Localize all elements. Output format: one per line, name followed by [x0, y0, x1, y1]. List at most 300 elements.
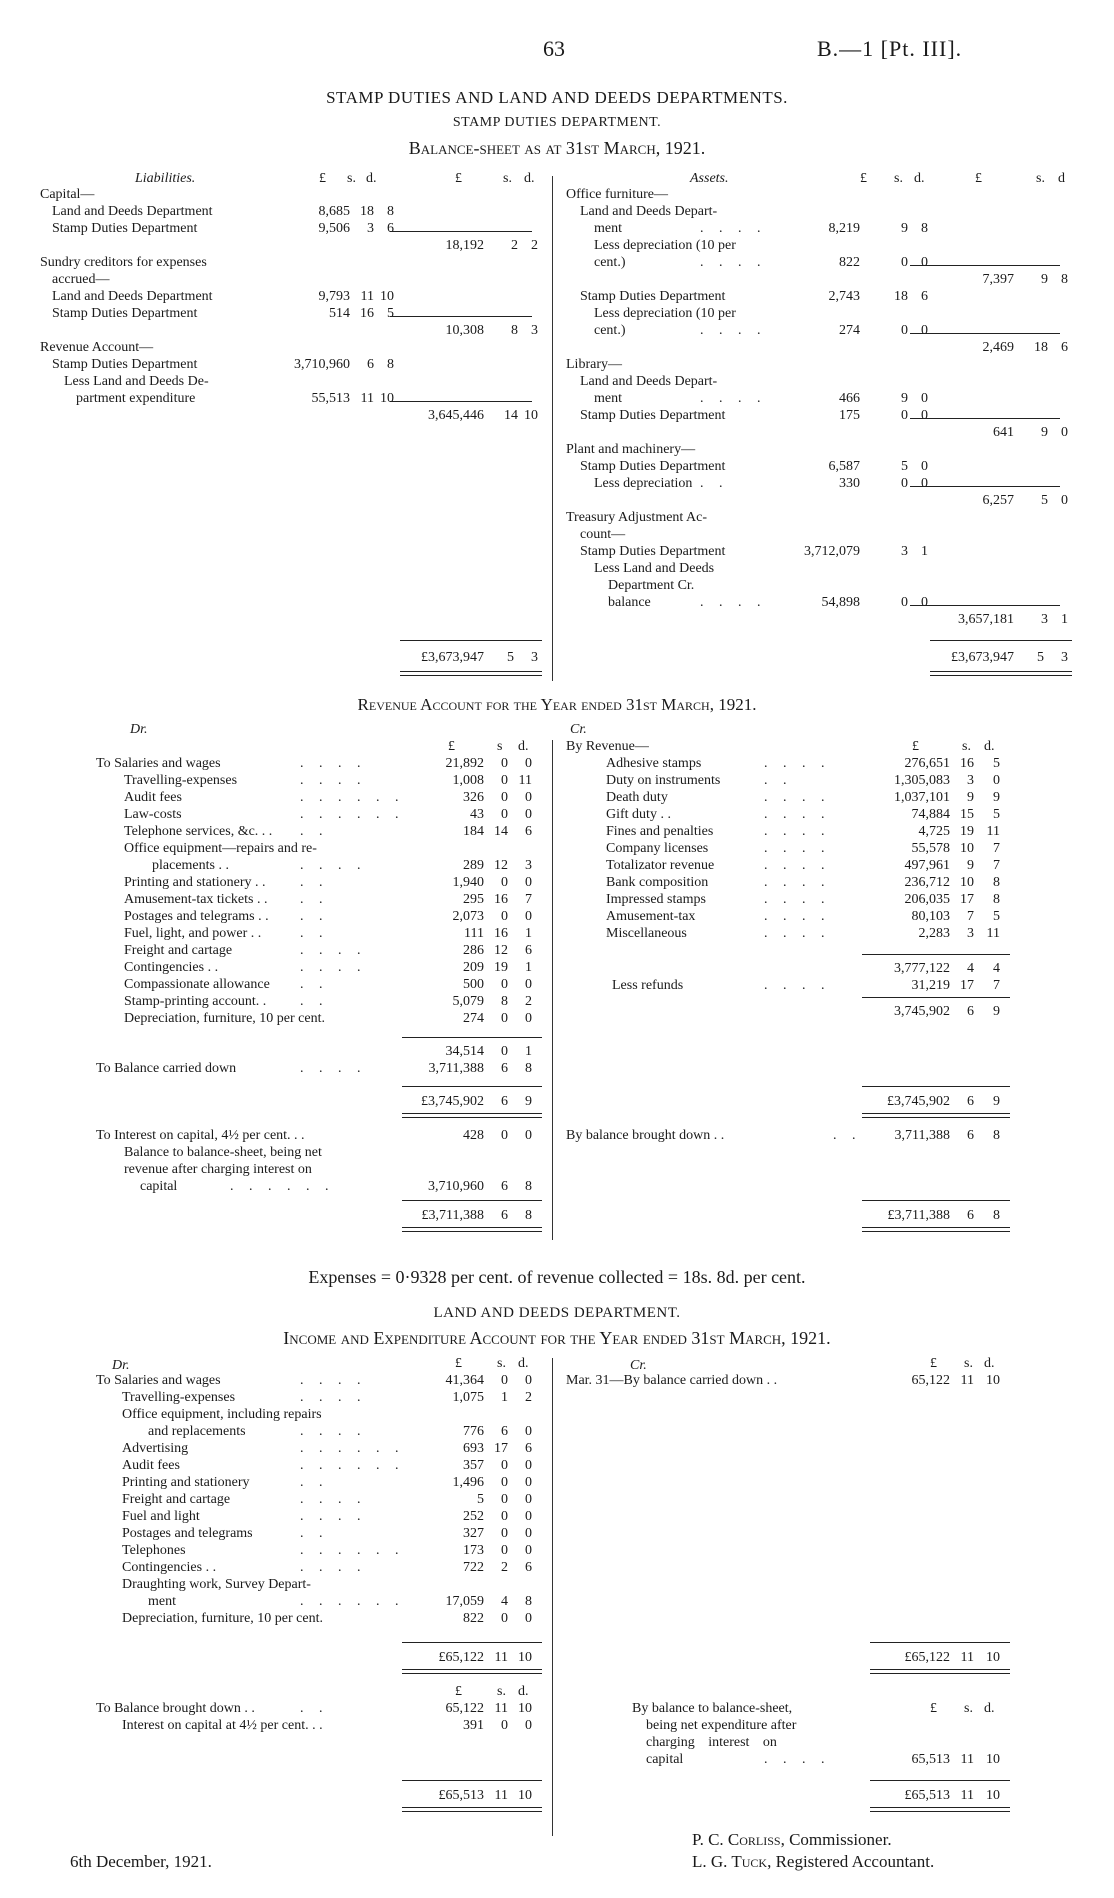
amount-pounds: 3,710,960 — [294, 357, 350, 372]
amount-shillings: 11 — [494, 1701, 508, 1716]
amount-pounds: 274 — [839, 323, 860, 338]
col-head-pound: £ — [975, 171, 982, 186]
amount-pence: 1 — [1061, 612, 1068, 627]
less-refunds-label: Less refunds — [612, 978, 684, 993]
balance-to-bs-line: revenue after charging interest on — [124, 1162, 312, 1177]
amount-pounds: 500 — [463, 977, 484, 992]
row-label: Travelling-expenses — [122, 1390, 236, 1405]
row-label: partment expenditure — [76, 391, 196, 406]
leader-dots: . . . . — [764, 978, 831, 993]
row-label: Capital— — [40, 187, 95, 202]
amount-pounds: 295 — [463, 892, 484, 907]
row-label: Duty on instruments — [606, 773, 721, 788]
total-double-rule — [862, 1113, 1010, 1118]
col-head-s: s. — [964, 1701, 973, 1716]
amount-pence: 0 — [1061, 425, 1068, 440]
amount-shillings: 0 — [501, 807, 508, 822]
amount-pence: 6 — [525, 824, 532, 839]
col-head-pound: £ — [930, 1701, 937, 1716]
main-title: STAMP DUTIES AND LAND AND DEEDS DEPARTMENTS. — [326, 88, 788, 107]
row-label: Depreciation, furniture, 10 per cent. — [122, 1611, 323, 1626]
interest-value: 428 — [463, 1128, 484, 1143]
leader-dots: . . — [300, 909, 329, 924]
leader-dots: . . . . . . — [300, 1441, 405, 1456]
amount-pence: 11 — [986, 926, 1000, 941]
amount-shillings: 0 — [501, 1011, 508, 1026]
row-label: ment — [594, 391, 622, 406]
amount-pounds: 6,257 — [982, 493, 1014, 508]
amount-shillings: 19 — [960, 824, 974, 839]
total-rule — [402, 1200, 542, 1201]
amount-pounds: 173 — [463, 1543, 484, 1558]
leader-dots: . . — [764, 773, 793, 788]
amount-pounds: 641 — [993, 425, 1014, 440]
amount-pence: 8 — [387, 357, 394, 372]
amount-pounds: 2,743 — [828, 289, 860, 304]
amount-pence: 0 — [525, 1543, 532, 1558]
col-head-s: s. — [497, 1684, 506, 1699]
credit-subtotal-d: 4 — [993, 961, 1000, 976]
leader-dots: . . . . — [300, 960, 367, 975]
amount-shillings: 9 — [1041, 272, 1048, 287]
amount-pounds: 466 — [839, 391, 860, 406]
debit-subtotal: 34,514 — [445, 1044, 484, 1059]
total-double-rule — [402, 1113, 542, 1118]
total-rule — [402, 1780, 542, 1781]
row-label: Stamp-printing account. . — [124, 994, 267, 1009]
amount-shillings: 18 — [1034, 340, 1048, 355]
leader-dots: . . — [300, 824, 329, 839]
assets-heading: Assets. — [690, 171, 729, 186]
amount-pounds: 5 — [477, 1492, 484, 1507]
liabilities-total-d: 3 — [531, 650, 538, 665]
debit-subtotal-s: 0 — [501, 1044, 508, 1059]
col-head-pound: £ — [455, 1356, 462, 1371]
ld-lower-credit-total: £65,513 — [904, 1788, 950, 1803]
total-rule — [402, 1642, 542, 1643]
ld-lower-credit-total-d: 10 — [986, 1788, 1000, 1803]
row-label: Stamp Duties Department — [52, 221, 198, 236]
row-label: Impressed stamps — [606, 892, 706, 907]
amount-pounds: 209 — [463, 960, 484, 975]
amount-pounds: 55,578 — [911, 841, 950, 856]
row-label: Freight and cartage — [122, 1492, 231, 1507]
balance-to-bs: 65,513 — [911, 1752, 950, 1767]
sub-title: STAMP DUTIES DEPARTMENT. — [452, 115, 662, 130]
ld-debit-total: £65,122 — [438, 1650, 484, 1665]
total-rule — [862, 1200, 1010, 1201]
total-rule — [400, 640, 542, 641]
row-label: Stamp Duties Department — [580, 289, 726, 304]
lower-debit-total: £3,711,388 — [421, 1208, 484, 1223]
col-head-s: s. — [962, 739, 971, 754]
interest-label: To Interest on capital, 4½ per cent. . . — [96, 1128, 305, 1143]
amount-pence: 0 — [921, 595, 928, 610]
amount-pence: 6 — [1061, 340, 1068, 355]
amount-shillings: 6 — [367, 357, 374, 372]
lower-credit-total-s: 6 — [967, 1208, 974, 1223]
signature-accountant — [692, 1852, 934, 1872]
leader-dots: . . . . . . — [300, 1543, 405, 1558]
amount-pence: 0 — [525, 807, 532, 822]
col-head-d: d. — [524, 171, 535, 186]
row-label: Contingencies . . — [122, 1560, 217, 1575]
row-label: Postages and telegrams — [122, 1526, 253, 1541]
amount-pounds: 236,712 — [904, 875, 950, 890]
amount-pounds: 74,884 — [911, 807, 950, 822]
leader-dots: . . . . — [764, 824, 831, 839]
row-label: Miscellaneous — [606, 926, 687, 941]
credit-total-s: 6 — [967, 1094, 974, 1109]
amount-pence: 0 — [525, 1373, 532, 1388]
leader-dots: . . . . — [764, 790, 831, 805]
amount-pence: 0 — [993, 773, 1000, 788]
liabilities-total: £3,673,947 — [421, 650, 484, 665]
subtotal-rule — [910, 265, 1060, 266]
amount-pence: 5 — [993, 909, 1000, 924]
amount-pence: 3 — [531, 323, 538, 338]
row-label: Department Cr. — [608, 578, 695, 593]
amount-shillings: 0 — [501, 1509, 508, 1524]
ld-lower-debit-total-d: 10 — [518, 1788, 532, 1803]
amount-pounds: 1,008 — [452, 773, 484, 788]
leader-dots: . . . . — [764, 892, 831, 907]
balance-carried-down-s: 6 — [501, 1061, 508, 1076]
amount-shillings: 0 — [901, 255, 908, 270]
balance-brought-down: 3,711,388 — [894, 1128, 950, 1143]
ld-credit-total-s: 11 — [960, 1650, 974, 1665]
amount-pence: 1 — [525, 926, 532, 941]
total-rule — [402, 1086, 542, 1087]
amount-pounds: 391 — [463, 1718, 484, 1733]
amount-pounds: 65,122 — [445, 1701, 484, 1716]
dr-label: Dr. — [130, 722, 148, 737]
leader-dots: . . . . — [300, 858, 367, 873]
row-label: To Balance brought down . . — [96, 1701, 255, 1716]
col-head-pound: £ — [912, 739, 919, 754]
col-head-d: d. — [518, 1356, 529, 1371]
amount-pounds: 41,364 — [445, 1373, 484, 1388]
amount-pence: 11 — [518, 773, 532, 788]
credit-total: £3,745,902 — [887, 1094, 950, 1109]
col-head-s: s. — [894, 171, 903, 186]
balance-sheet-title: Balance-sheet as at 31st March, 1921. — [408, 138, 706, 158]
amount-pence: 10 — [518, 1701, 532, 1716]
col-head-pound: £ — [448, 739, 455, 754]
amount-shillings: 14 — [494, 824, 508, 839]
amount-shillings: 3 — [967, 773, 974, 788]
leader-dots: . . . . — [300, 1492, 367, 1507]
amount-shillings: 0 — [501, 756, 508, 771]
leader-dots: . . . . . . — [300, 807, 405, 822]
ld-lower-debit-total-s: 11 — [494, 1788, 508, 1803]
amount-shillings: 19 — [494, 960, 508, 975]
total-double-rule — [402, 1669, 542, 1674]
amount-pence: 0 — [525, 977, 532, 992]
lower-credit-total-d: 8 — [993, 1208, 1000, 1223]
interest-value-d: 0 — [525, 1128, 532, 1143]
ld-debit-total-d: 10 — [518, 1650, 532, 1665]
subtotal-rule — [910, 333, 1060, 334]
amount-pounds: 1,305,083 — [894, 773, 950, 788]
amount-pounds: 10,308 — [445, 323, 484, 338]
row-label: Bank composition — [606, 875, 709, 890]
amount-pence: 6 — [921, 289, 928, 304]
amount-pence: 0 — [525, 790, 532, 805]
total-rule — [870, 1780, 1010, 1781]
leader-dots: . . . . — [700, 255, 767, 270]
amount-shillings: 0 — [501, 790, 508, 805]
amount-pence: 6 — [525, 943, 532, 958]
balance-carried-down-label: To Balance carried down — [96, 1061, 237, 1076]
amount-pence: 7 — [525, 892, 532, 907]
amount-shillings: 9 — [901, 221, 908, 236]
balance-carried-down-d: 8 — [525, 1061, 532, 1076]
amount-pounds: 5,079 — [452, 994, 484, 1009]
row-label: Stamp Duties Department — [580, 408, 726, 423]
amount-pounds: 822 — [839, 255, 860, 270]
amount-pence: 10 — [380, 289, 394, 304]
amount-pence: 8 — [525, 1594, 532, 1609]
leader-dots: . . — [300, 926, 329, 941]
amount-shillings: 0 — [901, 323, 908, 338]
leader-dots: . . . . — [300, 1061, 367, 1076]
amount-pounds: 693 — [463, 1441, 484, 1456]
amount-pence: 0 — [525, 1509, 532, 1524]
col-head-d: d. — [518, 739, 529, 754]
amount-pounds: 776 — [463, 1424, 484, 1439]
row-label: placements . . — [152, 858, 229, 873]
leader-dots: . . — [700, 476, 729, 491]
document-date: 6th December, 1921. — [70, 1852, 212, 1871]
subtotal-rule — [390, 401, 532, 402]
row-label: Totalizator revenue — [606, 858, 715, 873]
row-label: Office equipment—repairs and re- — [124, 841, 317, 856]
amount-shillings: 0 — [501, 1373, 508, 1388]
row-label: Library— — [566, 357, 622, 372]
leader-dots: . . . . — [300, 1560, 367, 1575]
amount-pence: 8 — [921, 221, 928, 236]
amount-pence: 2 — [525, 1390, 532, 1405]
credit-subtotal: 3,777,122 — [894, 961, 950, 976]
amount-shillings: 18 — [894, 289, 908, 304]
balance-brought-down-label: By balance brought down . . — [566, 1128, 725, 1143]
amount-shillings: 0 — [501, 1475, 508, 1490]
amount-pounds: 3,712,079 — [804, 544, 860, 559]
debit-total-s: 6 — [501, 1094, 508, 1109]
total-double-rule — [400, 671, 542, 676]
leader-dots: . . — [833, 1128, 862, 1143]
amount-shillings: 0 — [501, 773, 508, 788]
amount-pounds: 2,073 — [452, 909, 484, 924]
row-label: Company licenses — [606, 841, 709, 856]
amount-pence: 0 — [921, 391, 928, 406]
amount-pence: 2 — [531, 238, 538, 253]
row-label: Land and Deeds Department — [52, 204, 213, 219]
row-label: Contingencies . . — [124, 960, 219, 975]
total-rule — [930, 640, 1072, 641]
subtotal-rule — [402, 1037, 542, 1038]
amount-pounds: 55,513 — [311, 391, 350, 406]
amount-shillings: 0 — [901, 595, 908, 610]
row-label: Less Land and Deeds — [594, 561, 715, 576]
leader-dots: . . — [300, 1475, 329, 1490]
amount-shillings: 16 — [960, 756, 974, 771]
debit-total-d: 9 — [525, 1094, 532, 1109]
balance-carried-down-label: Mar. 31—By balance carried down . . — [566, 1373, 778, 1388]
amount-pence: 0 — [525, 909, 532, 924]
amount-pence: 0 — [525, 756, 532, 771]
row-label: Advertising — [122, 1441, 189, 1456]
debit-total: £3,745,902 — [421, 1094, 484, 1109]
total-double-rule — [930, 671, 1072, 676]
row-label: Fuel and light — [122, 1509, 200, 1524]
amount-pence: 0 — [525, 1526, 532, 1541]
amount-shillings: 5 — [901, 459, 908, 474]
leader-dots: . . . . — [764, 926, 831, 941]
amount-pounds: 1,037,101 — [894, 790, 950, 805]
amount-shillings: 16 — [494, 926, 508, 941]
leader-dots: . . . . . . — [300, 1594, 405, 1609]
amount-pence: 0 — [921, 255, 928, 270]
amount-shillings: 0 — [901, 476, 908, 491]
amount-shillings: 12 — [494, 858, 508, 873]
balance-sheet-divider — [552, 176, 553, 681]
col-head-s: s. — [964, 1356, 973, 1371]
amount-pounds: 2,469 — [982, 340, 1014, 355]
amount-pounds: 8,685 — [318, 204, 350, 219]
leader-dots: . . . . — [300, 943, 367, 958]
row-label: Audit fees — [124, 790, 182, 805]
amount-pence: 11 — [986, 824, 1000, 839]
col-head-s: s. — [1036, 171, 1045, 186]
amount-pounds: 326 — [463, 790, 484, 805]
row-label: Office equipment, including repairs — [122, 1407, 322, 1422]
row-label: Stamp Duties Department — [52, 306, 198, 321]
leader-dots: . . . . — [764, 807, 831, 822]
amount-pence: 5 — [387, 306, 394, 321]
row-label: Depreciation, furniture, 10 per cent. — [124, 1011, 325, 1026]
col-head-d: d. — [984, 1356, 995, 1371]
leader-dots: . . . . — [300, 1373, 367, 1388]
amount-shillings: 3 — [901, 544, 908, 559]
row-label: Land and Deeds Depart- — [580, 374, 718, 389]
balance-brought-down-d: 8 — [993, 1128, 1000, 1143]
amount-shillings: 9 — [967, 858, 974, 873]
amount-pounds: 6,587 — [828, 459, 860, 474]
subtotal-rule — [390, 316, 532, 317]
signatory-name: L. G. Tuck — [692, 1852, 768, 1871]
amount-pounds: 4,725 — [918, 824, 950, 839]
amount-pounds: 357 — [463, 1458, 484, 1473]
amount-pence: 0 — [921, 476, 928, 491]
balance-to-bs-line: Balance to balance-sheet, being net — [124, 1145, 322, 1160]
amount-pounds: 184 — [463, 824, 484, 839]
row-label: Law-costs — [124, 807, 182, 822]
cr-label: Cr. — [630, 1358, 647, 1373]
amount-pence: 1 — [921, 544, 928, 559]
amount-pounds: 175 — [839, 408, 860, 423]
credit-subtotal-s: 4 — [967, 961, 974, 976]
total-double-rule — [870, 1669, 1010, 1674]
assets-total: £3,673,947 — [951, 650, 1014, 665]
subtotal-rule — [862, 997, 1010, 998]
amount-pounds: 9,506 — [318, 221, 350, 236]
amount-pence: 3 — [525, 858, 532, 873]
amount-pence: 0 — [1061, 493, 1068, 508]
amount-shillings: 10 — [960, 841, 974, 856]
amount-pence: 1 — [525, 960, 532, 975]
amount-shillings: 5 — [1041, 493, 1048, 508]
leader-dots: . . — [300, 1701, 329, 1716]
balance-to-bs-d: 10 — [986, 1752, 1000, 1767]
leader-dots: . . . . — [764, 858, 831, 873]
page-number: 63 — [543, 36, 565, 61]
liabilities-heading: Liabilities. — [135, 171, 196, 186]
interest-value-s: 0 — [501, 1128, 508, 1143]
debit-subtotal-d: 1 — [525, 1044, 532, 1059]
amount-pence: 8 — [993, 875, 1000, 890]
amount-pounds: 327 — [463, 1526, 484, 1541]
amount-shillings: 0 — [901, 408, 908, 423]
row-label: Postages and telegrams . . — [124, 909, 269, 924]
amount-shillings: 3 — [967, 926, 974, 941]
col-head-pound: £ — [319, 171, 326, 186]
balance-carried-down-d: 10 — [986, 1373, 1000, 1388]
balance-to-bs-line: being net expenditure after — [646, 1718, 797, 1733]
amount-shillings: 14 — [504, 408, 518, 423]
leader-dots: . . — [300, 977, 329, 992]
amount-pence: 0 — [525, 1492, 532, 1507]
amount-pounds: 286 — [463, 943, 484, 958]
amount-pence: 6 — [525, 1560, 532, 1575]
subtotal-rule — [862, 954, 1010, 955]
amount-shillings: 1 — [501, 1390, 508, 1405]
amount-shillings: 2 — [511, 238, 518, 253]
amount-pounds: 3,657,181 — [958, 612, 1014, 627]
amount-pounds: 274 — [463, 1011, 484, 1026]
assets-total-d: 3 — [1061, 650, 1068, 665]
amount-pounds: 9,793 — [318, 289, 350, 304]
leader-dots: . . . . — [764, 841, 831, 856]
amount-pence: 0 — [525, 1475, 532, 1490]
amount-pence: 0 — [525, 1611, 532, 1626]
subtotal-rule — [910, 418, 1060, 419]
lower-debit-total-s: 6 — [501, 1208, 508, 1223]
row-label: Draughting work, Survey Depart- — [122, 1577, 311, 1592]
row-label: Travelling-expenses — [124, 773, 238, 788]
row-label: Freight and cartage — [124, 943, 233, 958]
amount-shillings: 0 — [501, 1492, 508, 1507]
land-deeds-heading: LAND AND DEEDS DEPARTMENT. — [433, 1305, 681, 1321]
total-double-rule — [870, 1807, 1010, 1812]
land-deeds-divider — [552, 1358, 553, 1836]
row-label: Less Land and Deeds De- — [64, 374, 209, 389]
amount-pence: 0 — [921, 459, 928, 474]
less-refunds-s: 17 — [960, 978, 974, 993]
row-label: Stamp Duties Department — [580, 459, 726, 474]
amount-pence: 5 — [993, 807, 1000, 822]
row-label: ment — [594, 221, 622, 236]
amount-pence: 9 — [993, 790, 1000, 805]
col-head-d: d — [1058, 171, 1065, 186]
ld-credit-total: £65,122 — [904, 1650, 950, 1665]
row-label: Fuel, light, and power . . — [124, 926, 262, 941]
amount-shillings: 3 — [367, 221, 374, 236]
expenses-note: Expenses = 0·9328 per cent. of revenue collected = 18s. 8d. per cent. — [308, 1267, 806, 1287]
amount-pounds: 1,075 — [452, 1390, 484, 1405]
amount-pence: 2 — [525, 994, 532, 1009]
